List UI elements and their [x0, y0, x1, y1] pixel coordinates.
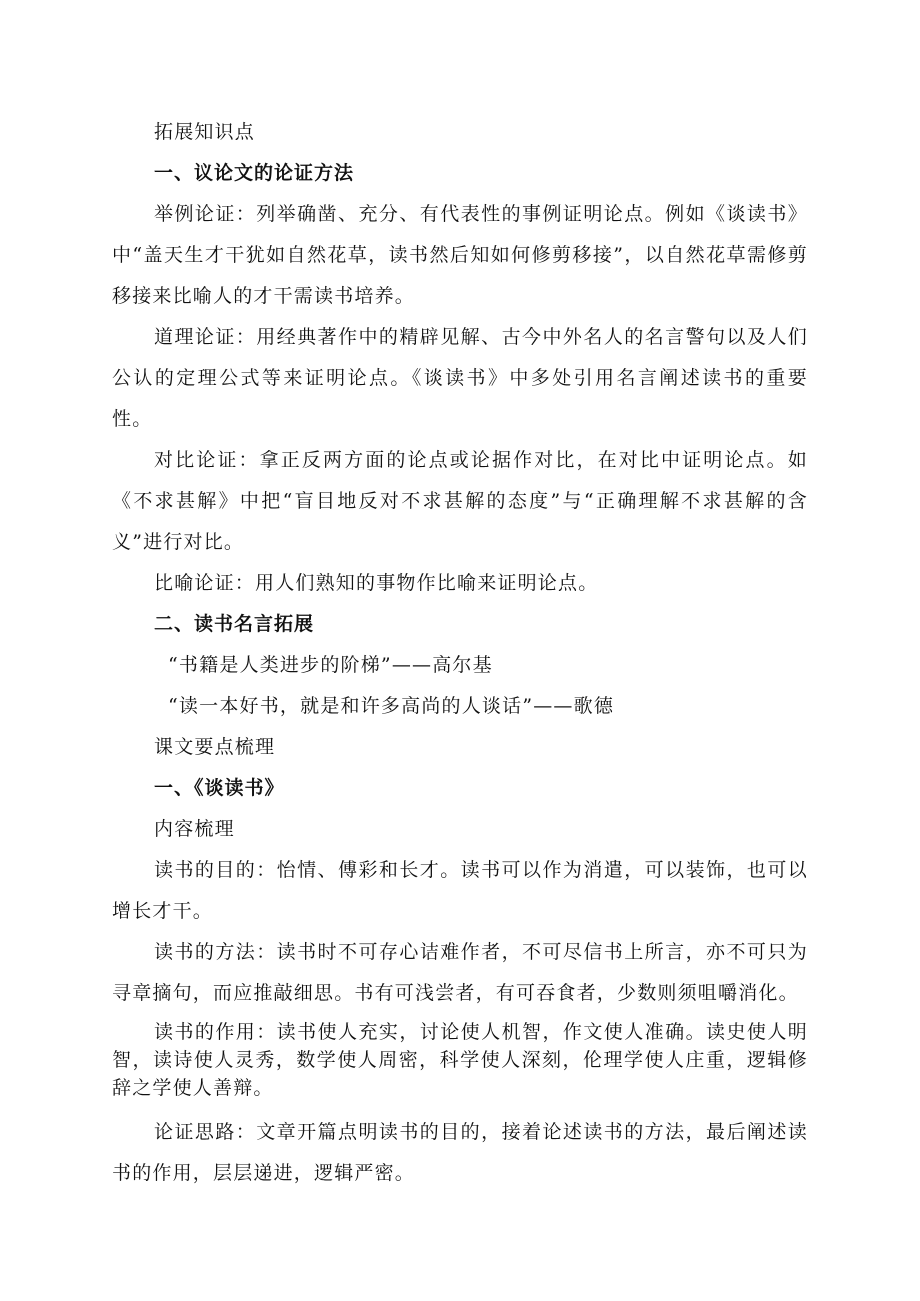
point-effect: 读书的作用：读书使人充实，讨论使人机智，作文使人准确。读史使人明智，读诗使人灵秀，数学使人周密，科学使人深刻，伦理学使人庄重，逻辑修辞之学使人善辩。 [112, 1021, 808, 1099]
lesson-points-title: 课文要点梳理 [154, 736, 276, 758]
content-outline-title: 内容梳理 [154, 818, 235, 840]
expand-knowledge-title: 拓展知识点 [154, 121, 256, 143]
heading-on-reading: 一、《谈读书》 [154, 777, 285, 799]
method-contrast: 对比论证：拿正反两方面的论点或论据作对比，在对比中证明论点。如《不求甚解》中把“盲目地反对不求甚解的态度”与“正确理解不求甚解的含义”进行对比。 [112, 449, 808, 553]
point-argument-logic: 论证思路：文章开篇点明读书的目的，接着论述读书的方法，最后阐述读书的作用，层层递进，逻辑严密。 [112, 1121, 808, 1184]
method-reasoning: 道理论证：用经典著作中的精辟见解、古今中外名人的名言警句以及人们公认的定理公式等来证明论点。《谈读书》中多处引用名言阐述读书的重要性。 [112, 326, 808, 430]
quote-gorky: “书籍是人类进步的阶梯”——高尔基 [168, 654, 493, 676]
document-page [112, 112, 808, 1194]
heading-argument-methods: 一、议论文的论证方法 [154, 162, 355, 184]
heading-reading-quotes: 二、读书名言拓展 [154, 613, 315, 635]
method-example: 举例论证：列举确凿、充分、有代表性的事例证明论点。例如《谈读书》中“盖天生才干犹如自然花草，读书然后知如何修剪移接”，以自然花草需修剪移接来比喻人的才干需读书培养。 [112, 203, 808, 307]
method-metaphor: 比喻论证：用人们熟知的事物作比喻来证明论点。 [154, 572, 599, 594]
quote-goethe: “读一本好书，就是和许多高尚的人谈话”——歌德 [168, 695, 615, 717]
point-purpose: 读书的目的：怡情、傅彩和长才。读书可以作为消遣，可以装饰，也可以增长才干。 [112, 859, 808, 922]
point-method: 读书的方法：读书时不可存心诘难作者，不可尽信书上所言，亦不可只为寻章摘句，而应推敲细思。书有可浅尝者，有可吞食者，少数则须咀嚼消化。 [112, 941, 808, 1004]
